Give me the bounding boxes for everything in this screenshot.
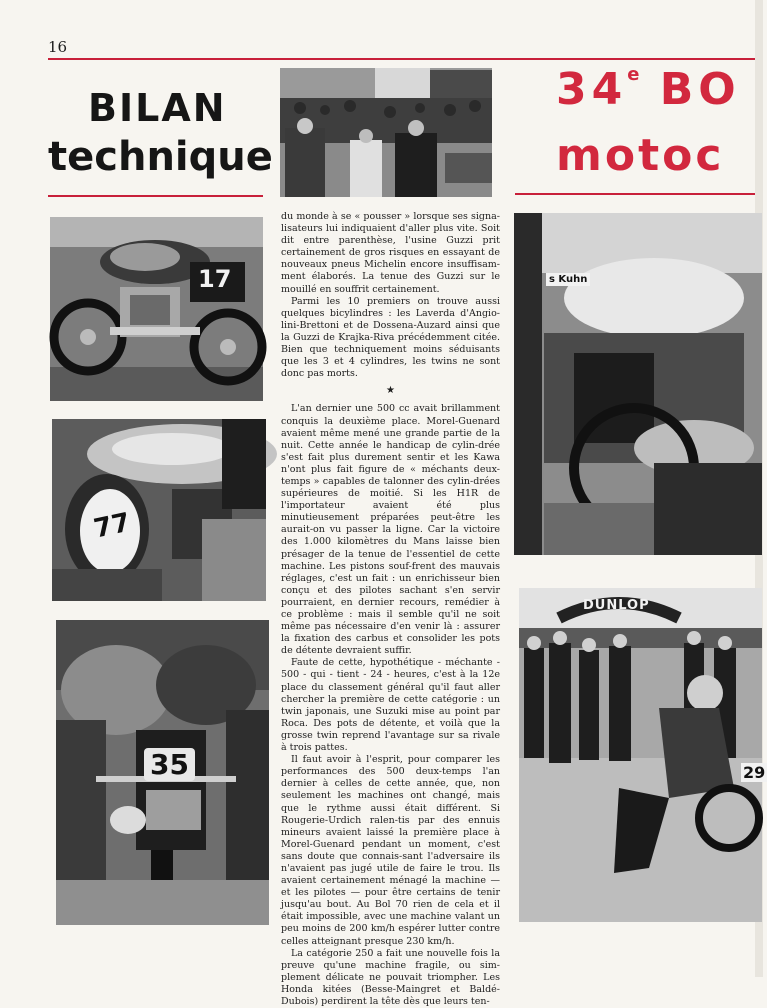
paragraph-4: Faute de cette, hypothétique - méchante - 500 - qui - tient - 24 - heures, c'est à la 12e place du classement général qu'il faut aller chercher la première de cette catégorie : un twin japonais, une Suzuki mise au point par Roca. Des pots de détente, et voilà que la grosse twin reprend l'avantage sur sa rivale à trois pattes. [281, 657, 500, 754]
paragraph-1: du monde à se « pousser » lorsque ses signa-lisateurs lui indiquaient d'aller plus vite. Soit dit entre parenthèse, l'usine Guzzi prit certainement de gros risques en essayant de nouveaux pneus Michelin encore insuffisam-ment élaborés. La tenue des Guzzi sur le mouillé en souffrit certainement. [281, 211, 500, 295]
rider-number-29: 29 [743, 763, 766, 782]
section-title-technique: technique [48, 134, 273, 180]
race-number-35: 35 [144, 748, 195, 781]
page-number: 16 [48, 38, 68, 56]
kuhn-sticker: s Kuhn [546, 273, 590, 286]
headline-line1: 34e BO [556, 64, 741, 115]
top-rule [48, 58, 755, 60]
article-body [281, 211, 500, 1008]
motorcycle-17-photo [50, 217, 263, 401]
right-title-rule [515, 193, 755, 195]
section-separator-star: ★ [386, 385, 395, 397]
motorcycle-engine-photo [514, 213, 762, 555]
section-title-bilan: BILAN [88, 86, 227, 130]
paragraph-6: La catégorie 250 a fait une nouvelle fois la preuve qu'une machine fragile, ou sim-plement délicate ne pouvait triompher. Les Honda kitées (Besse-Maingret et Baldé-Dubois) perdirent la tête dès que leurs ten- [281, 947, 500, 1007]
left-title-rule [48, 195, 263, 197]
motorcycle-77-photo [52, 419, 266, 601]
race-number-77: 77 [91, 507, 133, 545]
dunlop-sign: DUNLOP [583, 598, 650, 613]
race-number-17: 17 [198, 265, 232, 293]
headline-line2: motoc [556, 130, 725, 181]
paragraph-5: Il faut avoir à l'esprit, pour comparer les performances des 500 deux-temps l'an dernier à celles de cette année, que, non seulement les machines ont changé, mais que le rythme aussi était différent. Si Rougerie-Urdich ralen-tis par des ennuis mineurs avaient laissé la première place à Morel-Guenard pendant un moment, c'est sans doute que connais-sant l'adversaire ils n'avaient pas jugé utile de faire le trou. Ils avaient certainement ménagé la machine — et les pilotes — pour être certains de tenir jusqu'au bout. Au Bol 70 rien de cela et il était impossible, avec une machine valant un peu moins de 200 km/h espérer lutter contre celles atteignant presque 230 km/h. [281, 754, 500, 947]
crowd-photo [280, 68, 492, 197]
paragraph-2: Parmi les 10 premiers on trouve aussi quelques bicylindres : les Laverda d'Angio-lini-Brettoni et de Dossena-Auzard ainsi que la Guzzi de Krajka-Riva précédemment citée. Bien que techniquement moins séduisants que les 3 et 4 cylindres, les twins ne sont donc pas morts. [281, 295, 500, 380]
motorcycle-35-photo [56, 620, 269, 925]
pit-lane-photo [519, 588, 766, 922]
paragraph-3: L'an dernier une 500 cc avait brillamment conquis la deuxième place. Morel-Guenard avaient même mené une grande partie de la nuit. Cette année le handicap de cylin-drée s'est fait plus durement sentir et les Kawa n'ont plus fait figure de « méchants deux-temps » capables de talonner des cylin-drées supérieures de moitié. Si les H1R de l'importateur avaient été plus minutieusement préparées peut-être les aurait-on vu passer la ligne. Car la victoire des 1.000 kilomètres du Mans laisse bien présager de la tenue de l'essentiel de cette machine. Les pistons souf-frent des mauvais réglages, c'est un fait : un enrichisseur bien conçu et des pilotes sachant s'en servir pourraient, en dernier recours, remédier à ce problème : mais il semble qu'il ne soit même pas nécessaire d'en venir là : assurer la fixation des carbus et consolider les pots de détente devraient suffir. [281, 403, 500, 657]
